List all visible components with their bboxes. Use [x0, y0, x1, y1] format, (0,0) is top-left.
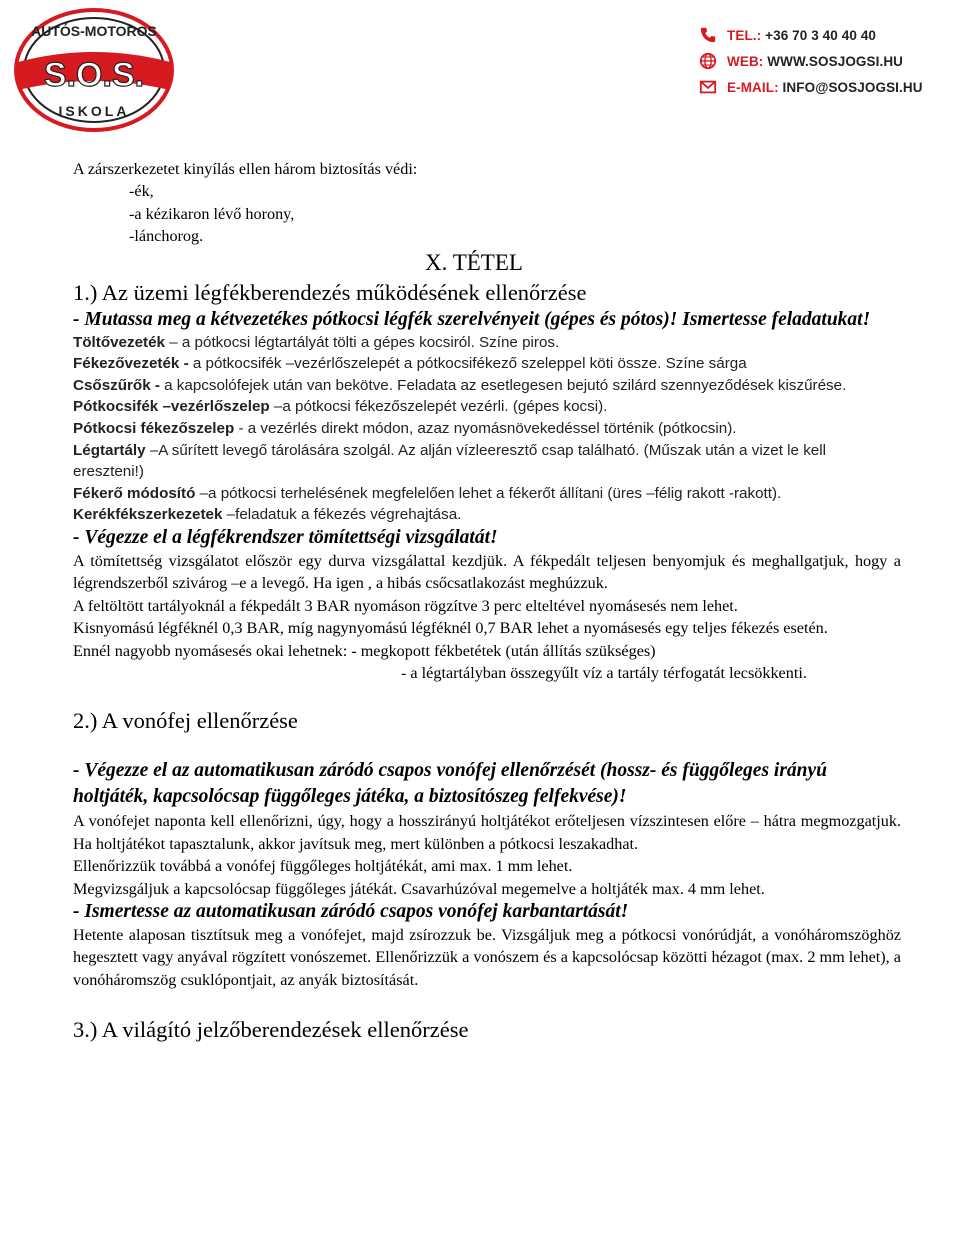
term: Kerékfékszerkezetek	[73, 506, 223, 524]
s1-item	[73, 332, 901, 354]
s1-paragraph: Kisnyomású légféknél 0,3 BAR, míg nagynyomású légféknél 0,7 BAR lehet a nyomásesés egy teljes fékezés esetén.	[73, 619, 828, 638]
s3-heading: 3.) A világító jelzőberendezések ellenőrzése	[73, 1017, 469, 1043]
s1-paragraph: A tömítettség vizsgálatot először egy durva vizsgálattal kezdjük. A fékpedált teljesen benyomjuk és meghallgatjuk, hogy a légrendszerből szivárog –e a levegő. Ha igen , a hibás csőcsatlakozást meghúzzuk.	[73, 551, 901, 593]
definition: a kapcsolófejek után van bekötve. Feladata az esetlegesen bejutó szilárd szennyeződések kiszűrése.	[159, 376, 847, 394]
definition: –A sűrített levegő tárolására szolgál. Az alján vízleeresztő csap található. (Műszak után a vizet le kell ereszteni!)	[73, 441, 827, 481]
section-title: X. TÉTEL	[425, 249, 523, 275]
definition: – a pótkocsi légtartályát tölti a gépes kocsiról. Színe piros.	[165, 333, 560, 351]
term: Töltővezeték	[73, 333, 165, 351]
email-value: INFO@SOSJOGSI.HU	[782, 79, 923, 95]
s2-paragraph: Ellenőrizzük továbbá a vonófej függőleges holtjátékát, ami max. 1 mm lehet.	[73, 857, 573, 876]
email-label: E-MAIL:	[727, 79, 779, 95]
mail-icon	[697, 76, 719, 98]
term: Pótkocsifék –vezérlőszelep	[73, 398, 270, 416]
s1-paragraph: A feltöltött tartályoknál a fékpedált 3 BAR nyomáson rögzítve 3 perc elteltével nyomásesés nem lehet.	[73, 596, 738, 615]
contact-web[interactable]	[697, 48, 957, 74]
definition: –a pótkocsi fékezőszelepét vezérli. (gépes kocsi).	[269, 398, 608, 416]
phone-label: TEL.:	[727, 27, 762, 43]
definition: a pótkocsifék –vezérlőszelepét a pótkocsifékező szeleppel köti össze. Színe sárga	[188, 355, 747, 373]
s1-item	[73, 375, 901, 397]
s1-paragraph: Ennél nagyobb nyomásesés okai lehetnek: - megkopott fékbetétek (után állítás szükséges)	[73, 641, 656, 660]
sos-logo	[12, 6, 177, 134]
logo-main-text: S.O.S.	[43, 56, 145, 94]
contact-email[interactable]	[697, 74, 957, 100]
intro-item: -a kézikaron lévő horony,	[129, 204, 295, 223]
intro-item: -ék,	[129, 182, 154, 201]
intro-line: A zárszerkezetet kinyílás ellen három biztosítás védi:	[73, 160, 418, 178]
phone-icon	[697, 24, 719, 46]
s1-item	[73, 483, 901, 505]
s2-heading: 2.) A vonófej ellenőrzése	[73, 708, 298, 734]
s1-item	[73, 504, 901, 526]
web-value: WWW.SOSJOGSI.HU	[767, 53, 904, 69]
term: Fékezővezeték -	[73, 355, 189, 373]
s2-paragraph: A vonófejet naponta kell ellenőrizni, úgy, hogy a hosszirányú holtjátékot erőteljesen vízszintesen előre – hátra megmozgatjuk. Ha holtjátékot tapasztalunk, akkor javítsuk meg, mert különben a pótkocsi leszakadhat.	[73, 812, 901, 853]
s1-item	[73, 440, 901, 483]
term: Csőszűrők -	[73, 376, 160, 394]
s2-task-1: - Végezze el az automatikusan záródó csapos vonófej ellenőrzését (hossz- és függőleges irányú holtjáték, kapcsolócsap függőleges játéka, a biztosítószeg felfekvése)!	[73, 760, 828, 808]
globe-icon	[697, 50, 719, 72]
s1-item	[73, 418, 901, 440]
phone-value: +36 70 3 40 40 40	[765, 27, 877, 43]
s1-heading: 1.) Az üzemi légfékberendezés működésének ellenőrzése	[73, 279, 587, 305]
s1-paragraph: - a légtartályban összegyűlt víz a tartály térfogatát lecsökkenti.	[401, 664, 807, 682]
web-label: WEB:	[727, 53, 764, 69]
document-body	[73, 158, 901, 1045]
page-header	[0, 0, 960, 135]
s1-task-1: - Mutassa meg a kétvezetékes pótkocsi légfék szerelvényeit (gépes és pótos)! Ismertesse feladatukat!	[73, 308, 871, 330]
term: Légtartály	[73, 441, 146, 459]
s1-item	[73, 396, 901, 418]
definition: - a vezérlés direkt módon, azaz nyomásnövekedéssel történik (pótkocsin).	[234, 420, 737, 437]
s1-task-2: - Végezze el a légfékrendszer tömítettségi vizsgálatát!	[73, 526, 498, 548]
intro-item: -lánchorog.	[129, 227, 204, 246]
contact-block	[697, 22, 957, 100]
logo-bottom-text: ISKOLA	[58, 103, 130, 119]
contact-phone[interactable]	[697, 22, 957, 48]
s2-task-2: - Ismertesse az automatikusan záródó csapos vonófej karbantartását!	[73, 901, 629, 923]
s2-paragraph: Megvizsgáljuk a kapcsolócsap függőleges játékát. Csavarhúzóval megemelve a holtjáték max. 4 mm lehet.	[73, 879, 765, 898]
definition: –feladatuk a fékezés végrehajtása.	[222, 506, 462, 524]
definition: –a pótkocsi terhelésének megfelelően lehet a fékerőt állítani (üres –félig rakott -rakott).	[195, 484, 782, 502]
term: Pótkocsi fékezőszelep	[73, 420, 235, 437]
term: Fékerő módosító	[73, 484, 196, 502]
s2-paragraph: Hetente alaposan tisztítsuk meg a vonófejet, majd zsírozzuk be. Vizsgáljuk meg a pótkocsi vonórúdját, a vonóháromszöghöz hegesztett vagy anyával rögzített vonószemet. Ellenőrizzük a vonószem és a kapcsolócsap közötti hézagot (max. 2 mm lehet), a vonóháromszög csuklópontjait, az anyák biztosítását.	[73, 926, 901, 989]
s1-item	[73, 353, 901, 375]
logo-top-text: AUTÓS-MOTOROS	[31, 23, 157, 39]
